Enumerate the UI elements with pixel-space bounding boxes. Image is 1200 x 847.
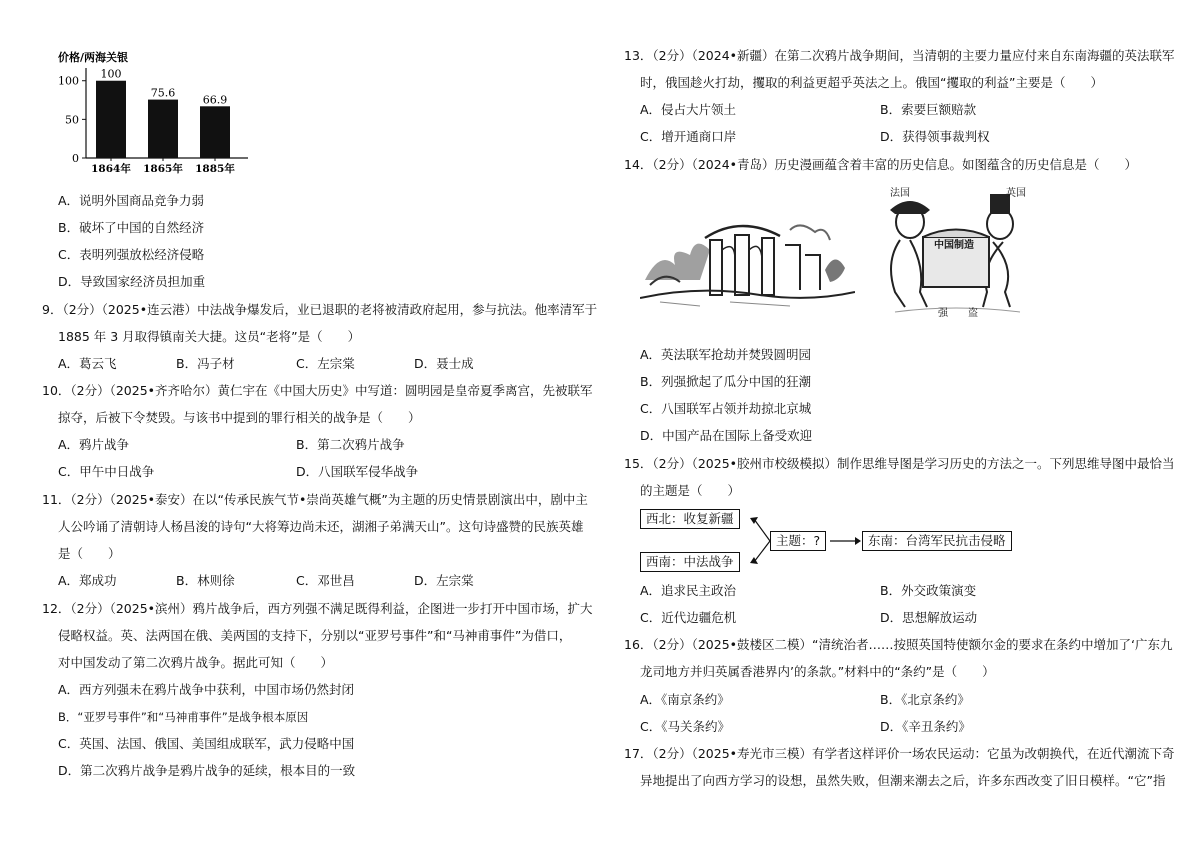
q16-option-a[interactable]: A．《南京条约》	[640, 692, 730, 707]
q16-stem-line-1: 16．（2分）（2025•鼓楼区二模）“清统治者……按照英国特使额尔金的要求在条约中增加了‘广东九	[624, 637, 1173, 652]
q10-stem-line-2: 掠夺，后被下令焚毁。与该书中提到的罪行相关的战争是（ ）	[58, 410, 421, 425]
q16-stem-line-2: 龙司地方并归英属香港界内’的条款。”材料中的“条约”是（ ）	[640, 664, 995, 679]
q12-option-c[interactable]: C．英国、法国、俄国、美国组成联军，武力侵略中国	[58, 736, 355, 751]
cartoon-label-dao: 盗	[968, 308, 978, 319]
q12-stem-line-2: 侵略权益。英、法两国在俄、美两国的支持下，分别以“亚罗号事件”和“马神甫事件”为借口，	[58, 628, 572, 643]
q9-option-d[interactable]: D．聂士成	[414, 356, 474, 371]
mindmap-node-southwest: 西南：中法战争	[640, 552, 740, 572]
mindmap-node-northwest: 西北：收复新疆	[640, 509, 740, 529]
thieves-cartoon-image	[875, 182, 1035, 322]
q15-option-d[interactable]: D．思想解放运动	[880, 610, 978, 625]
q14-option-b[interactable]: B．列强掀起了瓜分中国的狂潮	[640, 374, 812, 389]
q11-option-c[interactable]: C．邓世昌	[296, 573, 355, 588]
q14-option-a[interactable]: A．英法联军抢劫并焚毁圆明园	[640, 347, 812, 362]
q13-stem-line-1: 13．（2分）（2024•新疆）在第二次鸦片战争期间，当清朝的主要力量应付来自东南海疆的英法联军	[624, 48, 1175, 63]
q13-stem-line-2: 时，俄国趁火打劫，攫取的利益更超乎英法之上。俄国“攫取的利益”主要是（ ）	[640, 75, 1103, 90]
y-tick-label-2: 100	[58, 74, 79, 88]
q10-option-a[interactable]: A．鸦片战争	[58, 437, 130, 452]
q17-stem-line-2: 异地提出了向西方学习的设想，虽然失败，但潮来潮去之后，许多东西改变了旧日模样。“它”指	[640, 773, 1166, 788]
q12-stem-line-3: 对中国发动了第二次鸦片战争。据此可知（ ）	[58, 655, 334, 670]
q10-stem-line-1: 10．（2分）（2025•齐齐哈尔）黄仁宇在《中国大历史》中写道：圆明园是皇帝夏季离宫，先被联军	[42, 383, 593, 398]
q10-option-d[interactable]: D．八国联军侵华战争	[296, 464, 419, 479]
bar-value-label-1: 75.6	[150, 86, 176, 100]
chart-ylabel: 价格/两海关银	[58, 51, 129, 64]
bar-value-label-2: 66.9	[202, 93, 228, 107]
q10-option-b[interactable]: B．第二次鸦片战争	[296, 437, 405, 452]
q13-option-c[interactable]: C．增开通商口岸	[640, 129, 737, 144]
cartoon-label-made-in-china: 中国制造	[934, 240, 974, 251]
x-category-label-1: 1865年	[143, 163, 183, 175]
q16-option-c[interactable]: C．《马关条约》	[640, 719, 730, 734]
q15-stem-line-2: 的主题是（ ）	[640, 483, 741, 498]
price-bar-chart	[58, 48, 258, 183]
q9-option-a[interactable]: A．葛云飞	[58, 356, 117, 371]
q10-option-c[interactable]: C．甲午中日战争	[58, 464, 155, 479]
cartoon-label-france: 法国	[890, 188, 910, 199]
q15-option-a[interactable]: A．追求民主政治	[640, 583, 737, 598]
q9-option-b[interactable]: B．冯子材	[176, 356, 235, 371]
bar-0	[96, 81, 126, 158]
q13-option-d[interactable]: D．获得领事裁判权	[880, 129, 990, 144]
q11-option-a[interactable]: A．郑成功	[58, 573, 117, 588]
q8-option-d[interactable]: D．导致国家经济员担加重	[58, 274, 206, 289]
q8-option-a[interactable]: A．说明外国商品竞争力弱	[58, 193, 205, 208]
q11-stem-line-1: 11．（2分）（2025•泰安）在以“传承民族气节•崇尚英雄气概”为主题的历史情景剧演出中，剧中主	[42, 492, 588, 507]
mindmap-diagram	[640, 506, 1020, 574]
mindmap-node-center: 主题：?	[770, 531, 826, 551]
q12-option-a[interactable]: A．西方列强未在鸦片战争中获利，中国市场仍然封闭	[58, 682, 355, 697]
q11-stem-line-3: 是（ ）	[58, 546, 121, 561]
q15-stem-line-1: 15．（2分）（2025•胶州市校级模拟）制作思维导图是学习历史的方法之一。下列思维导图中最恰当	[624, 456, 1175, 471]
q9-stem-line-2: 1885 年 3 月取得镇南关大捷。这员“老将”是（ ）	[58, 329, 361, 344]
q16-option-d[interactable]: D．《辛丑条约》	[880, 719, 971, 734]
q13-option-a[interactable]: A．侵占大片领土	[640, 102, 737, 117]
q12-option-d[interactable]: D．第二次鸦片战争是鸦片战争的延续，根本目的一致	[58, 763, 356, 778]
q8-option-b[interactable]: B．破坏了中国的自然经济	[58, 220, 205, 235]
ruins-cartoon-image	[640, 210, 855, 310]
mindmap-node-southeast: 东南：台湾军民抗击侵略	[862, 531, 1012, 551]
x-category-label-0: 1864年	[91, 163, 131, 175]
bar-2	[200, 106, 230, 158]
q14-option-d[interactable]: D．中国产品在国际上备受欢迎	[640, 428, 813, 443]
bar-1	[148, 100, 178, 158]
cartoon-label-qiang: 强	[938, 308, 948, 319]
q11-stem-line-2: 人公吟诵了清朝诗人杨昌浚的诗句“大将筹边尚未还，湖湘子弟满天山”。这句诗盛赞的民族英雄	[58, 519, 584, 534]
q12-stem-line-1: 12．（2分）（2025•滨州）鸦片战争后，西方列强不满足既得利益，企图进一步打开中国市场，扩大	[42, 601, 593, 616]
x-category-label-2: 1885年	[195, 163, 235, 175]
q11-option-b[interactable]: B．林则徐	[176, 573, 235, 588]
q13-option-b[interactable]: B．索要巨额赔款	[880, 102, 977, 117]
q15-option-c[interactable]: C．近代边疆危机	[640, 610, 737, 625]
q15-option-b[interactable]: B．外交政策演变	[880, 583, 977, 598]
q14-stem-line-1: 14．（2分）（2024•青岛）历史漫画蕴含着丰富的历史信息。如图蕴含的历史信息是（ ）	[624, 157, 1138, 172]
q9-option-c[interactable]: C．左宗棠	[296, 356, 355, 371]
cartoon-label-britain: 英国	[1006, 188, 1026, 199]
price-bar-chart-svg	[58, 48, 258, 183]
q8-option-c[interactable]: C．表明列强放松经济侵略	[58, 247, 205, 262]
q9-stem-line-1: 9．（2分）（2025•连云港）中法战争爆发后，业已退职的老将被清政府起用，参与抗法。他率清军于	[42, 302, 598, 317]
q14-option-c[interactable]: C．八国联军占领并劫掠北京城	[640, 401, 812, 416]
y-tick-label-1: 50	[65, 113, 79, 127]
q17-stem-line-1: 17．（2分）（2025•寿光市三模）有学者这样评价一场农民运动：它虽为改朝换代，在近代潮流下奇	[624, 746, 1175, 761]
q12-option-b[interactable]: B．“亚罗号事件”和“马神甫事件”是战争根本原因	[58, 710, 309, 724]
q16-option-b[interactable]: B．《北京条约》	[880, 692, 970, 707]
q11-option-d[interactable]: D．左宗棠	[414, 573, 474, 588]
bar-value-label-0: 100	[100, 67, 122, 81]
y-tick-label-0: 0	[72, 152, 79, 165]
